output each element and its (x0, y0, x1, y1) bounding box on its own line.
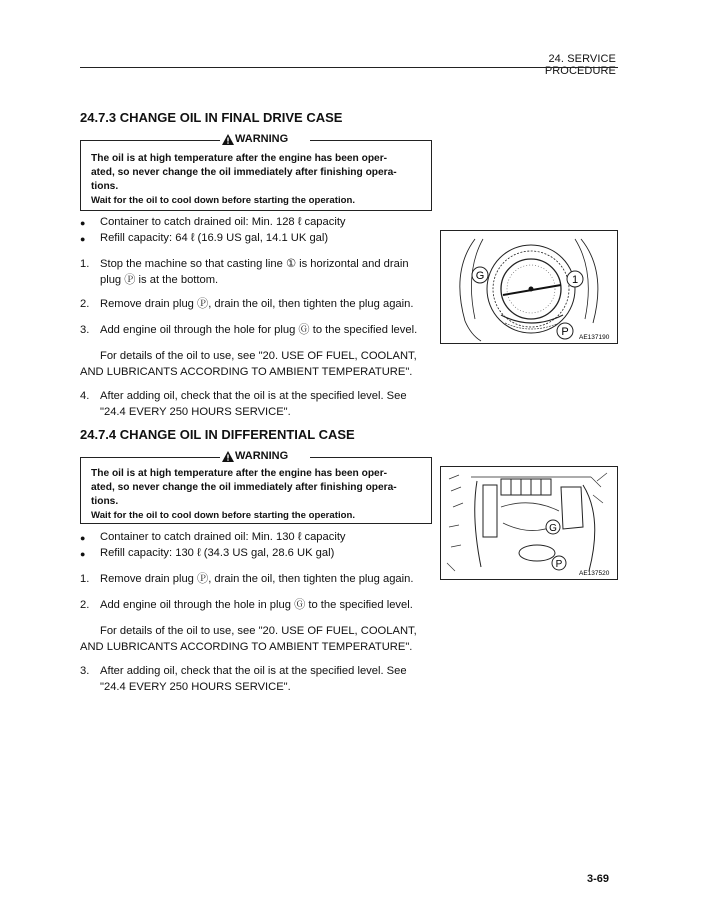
warning-header (80, 450, 432, 464)
figure-code: AE137190 (579, 334, 610, 341)
final-drive-figure (440, 230, 618, 344)
step-2: 2. Remove drain plug Ⓟ, drain the oil, then tighten the plug again. (80, 298, 414, 310)
oil-details-paragraph: For details of the oil to use, see "20. USE OF FUEL, COOLANT, AND LUBRICANTS ACCORDING TO AMBIENT TEMPERATURE". (80, 625, 417, 653)
step-2: 2. Add engine oil through the hole in plug Ⓖ to the specified level. (80, 599, 413, 611)
bullet-icon: ● (80, 218, 86, 228)
bullet-icon: ● (80, 549, 86, 559)
figure-label-p: P (555, 559, 563, 570)
list-item: ● Refill capacity: 64 ℓ (16.9 US gal, 14.1 UK gal) (80, 232, 329, 244)
warning-box-2 (80, 450, 432, 524)
section-title-differential: 24.7.4 CHANGE OIL IN DIFFERENTIAL CASE (80, 427, 355, 442)
warning-triangle-icon (222, 134, 234, 145)
list-item: ● Refill capacity: 130 ℓ (34.3 US gal, 28.6 UK gal) (80, 547, 335, 559)
list-item: ● Container to catch drained oil: Min. 130 ℓ capacity (80, 531, 346, 543)
warning-text: The oil is at high temperature after the engine has been oper- ated, so never change the oil immediately after finishing opera- tions. Wait for the oil to cool down before starting the operation. (91, 468, 397, 521)
warning-label: WARNING (220, 450, 290, 462)
step-1: 1. Stop the machine so that casting line ① is horizontal and drain plug Ⓟ is at the bottom. (80, 258, 409, 286)
warning-text: The oil is at high temperature after the engine has been oper- ated, so never change the oil immediately after finishing opera- tions. Wait for the oil to cool down before starting the operation. (91, 153, 397, 206)
bullet-icon: ● (80, 533, 86, 543)
figure-label-1: 1 (571, 274, 579, 286)
step-3: 3. Add engine oil through the hole for plug Ⓖ to the specified level. (80, 324, 418, 336)
oil-details-paragraph: For details of the oil to use, see "20. USE OF FUEL, COOLANT, AND LUBRICANTS ACCORDING TO AMBIENT TEMPERATURE". (80, 350, 417, 378)
list-item: ● Container to catch drained oil: Min. 128 ℓ capacity (80, 216, 346, 228)
warning-triangle-icon (222, 451, 234, 462)
page-number: 3-69 (587, 873, 610, 885)
header-rule (80, 67, 618, 68)
differential-figure (440, 466, 618, 580)
final-drive-illustration (441, 231, 617, 343)
figure-code: AE137520 (579, 570, 610, 577)
step-4: 4. After adding oil, check that the oil is at the specified level. See "24.4 EVERY 250 HOURS SERVICE". (80, 390, 407, 418)
step-3: 3. After adding oil, check that the oil is at the specified level. See "24.4 EVERY 250 HOURS SERVICE". (80, 665, 407, 693)
figure-label-g: G (475, 270, 485, 282)
figure-label-p: P (561, 326, 569, 338)
differential-illustration (441, 467, 617, 579)
warning-label: WARNING (220, 133, 290, 145)
section-title-final-drive: 24.7.3 CHANGE OIL IN FINAL DRIVE CASE (80, 110, 343, 125)
warning-box-1 (80, 133, 432, 211)
bullet-icon: ● (80, 234, 86, 244)
warning-header (80, 133, 432, 147)
running-header: 24. SERVICE PROCEDURE (544, 53, 616, 77)
step-1: 1. Remove drain plug Ⓟ, drain the oil, then tighten the plug again. (80, 573, 414, 585)
figure-label-g: G (549, 523, 557, 534)
